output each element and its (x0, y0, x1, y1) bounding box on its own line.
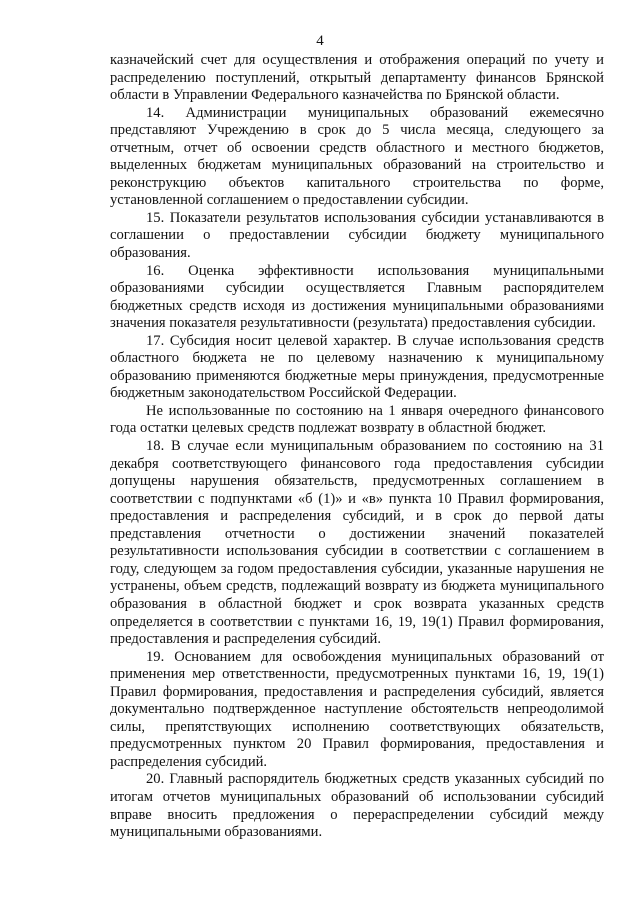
page-number: 4 (316, 33, 324, 49)
text-line: Правил формирования, предоставления и распределения субсидий, является (110, 683, 604, 700)
text-line: областного бюджета не по целевому назначению к муниципальному (110, 350, 604, 367)
text-line: установленной соглашением о предоставлении субсидии. (110, 192, 469, 209)
text-line: предусмотренных пунктом 20 Правил формирования, предоставления и (110, 736, 604, 753)
text-line: вправе вносить предложения о перераспределении субсидий между (110, 806, 604, 823)
text-line: отчетным, отчет об освоении средств областного и местного бюджетов, (110, 139, 604, 156)
text-line: значения показателя результативности (результата) предоставления субсидии. (110, 315, 596, 332)
text-line: 15. Показатели результатов использования субсидии устанавливаются в (146, 209, 604, 226)
text-line: Не использованные по состоянию на 1 января очередного финансового (146, 402, 604, 419)
text-line: соглашении о предоставлении субсидии бюджету муниципального (110, 227, 604, 244)
text-line: бюджетных средств исходя из достижения муниципальными образованиями (110, 297, 604, 314)
text-line: образования. (110, 245, 191, 262)
text-line: применения мер ответственности, предусмотренных пунктами 16, 19, 19(1) (110, 666, 604, 683)
text-line: определяется в соответствии с пунктами 16, 19, 19(1) Правил формирования, (110, 613, 604, 630)
text-line: допущены нарушения обязательств, предусмотренных соглашением в (110, 473, 604, 490)
text-line: 20. Главный распорядитель бюджетных средств указанных субсидий по (146, 771, 604, 788)
text-line: представления отчетности о достижении значений показателей (110, 525, 604, 542)
text-line: устранены, объем средств, подлежащий возврату из бюджета муниципального (110, 578, 604, 595)
text-line: образованиями субсидии осуществляется Главным распорядителем (110, 280, 604, 297)
document-body (110, 52, 604, 842)
text-line: выделенных бюджетам муниципальных образований на строительство и (110, 157, 604, 174)
text-line: году, следующем за годом предоставления субсидии, указанные нарушения не (110, 560, 604, 577)
text-line: распределению поступлений, открытый департаменту финансов Брянской (110, 69, 604, 86)
text-line: результативности использования субсидии в соответствии с соглашением в (110, 543, 604, 560)
text-line: 16. Оценка эффективности использования муниципальными (146, 262, 604, 279)
text-line: соответствии с подпунктами «б (1)» и «в» пункта 10 Правил формирования, (110, 490, 604, 507)
text-line: 18. В случае если муниципальным образованием по состоянию на 31 (146, 438, 604, 455)
text-line: образования в областной бюджет и срок возврата указанных средств (110, 595, 604, 612)
text-line: документально подтвержденное наступление обстоятельств непреодолимой (110, 701, 604, 718)
text-line: итогам отчетов муниципальных образований об использовании субсидий (110, 788, 604, 805)
text-line: бюджетным законодательством Российской Федерации. (110, 385, 457, 402)
text-line: предоставления и распределения субсидий. (110, 631, 381, 648)
text-line: представляют Учреждению в срок до 5 числа месяца, следующего за (110, 122, 604, 139)
text-line: силы, препятствующих исполнению соответствующих обязательств, (110, 718, 604, 735)
text-line: 17. Субсидия носит целевой характер. В случае использования средств (146, 332, 604, 349)
text-line: муниципальными образованиями. (110, 824, 323, 841)
text-line: 14. Администрации муниципальных образований ежемесячно (146, 104, 604, 121)
text-line: предоставления и распределения субсидий, и в срок до первой даты (110, 508, 604, 525)
text-line: образованию применяются бюджетные меры принуждения, предусмотренные (110, 367, 604, 384)
text-line: 19. Основанием для освобождения муниципальных образований от (146, 648, 604, 665)
text-line: года остатки целевых средств подлежат возврату в областной бюджет. (110, 420, 547, 437)
text-line: казначейский счет для осуществления и отображения операций по учету и (110, 52, 604, 68)
text-line: области в Управлении Федерального казначейства по Брянской области. (110, 87, 560, 104)
text-line: реконструкцию объектов капитального строительства по форме, (110, 174, 604, 191)
text-line: декабря соответствующего финансового года предоставления субсидии (110, 455, 604, 472)
text-line: распределения субсидий. (110, 753, 268, 770)
